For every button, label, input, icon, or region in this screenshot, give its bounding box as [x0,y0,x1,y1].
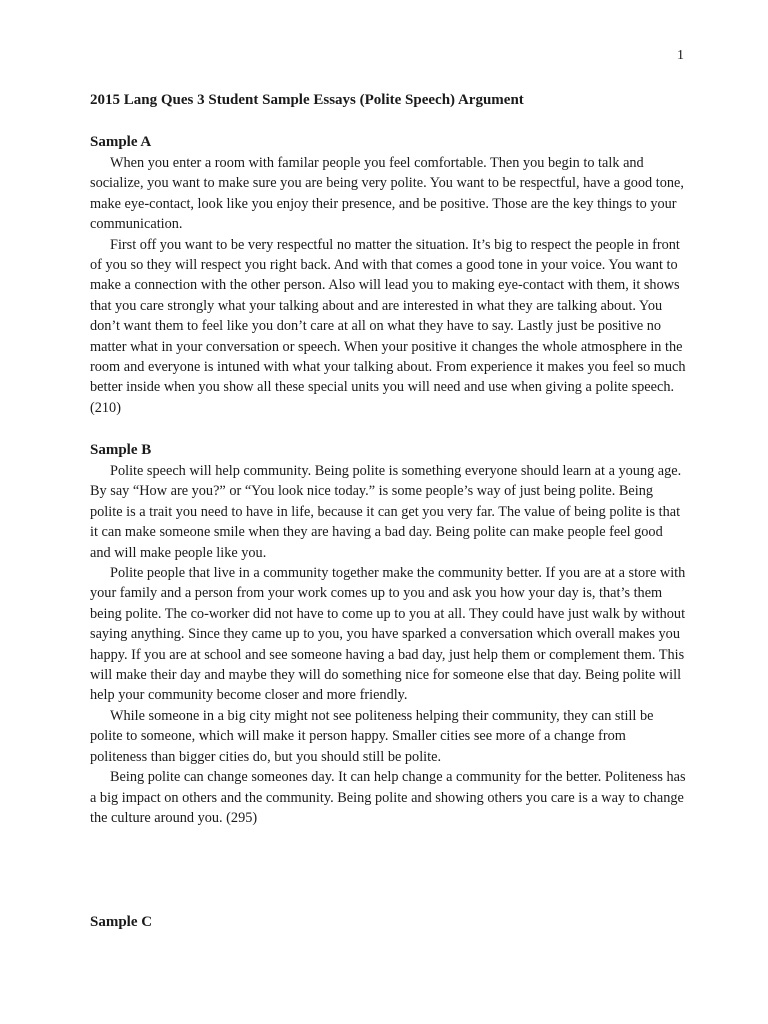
sample-a-essay [90,153,686,418]
sample-c-heading: Sample C [90,914,153,930]
sample-b-essay [90,461,686,828]
essay-paragraph: When you enter a room with familar people you feel comfortable. Then you begin to talk and socialize, you want to make sure you are being very polite. You want to be respectful, have a good tone, make eye-contact, look like you enjoy their presence, and be positive. Those are the key things to your communication. [90,155,684,233]
sample-a-section [90,133,686,418]
document-title: 2015 Lang Ques 3 Student Sample Essays (Polite Speech) Argument [90,92,524,108]
essay-paragraph: While someone in a big city might not see politeness helping their community, they can still be polite to someone, which will make it person happy. Smaller cities see more of a change from politeness than bigger cities do, but you should still be polite. [90,707,654,765]
essay-paragraph: Being polite can change someones day. It can help change a community for the better. Politeness has a big impact on others and the community. Being polite and showing others you care is a way to change the culture around you. (295) [90,769,686,826]
sample-b-heading: Sample B [90,442,152,458]
essay-paragraph: Polite speech will help community. Being polite is something everyone should learn at a young age. By say “How are you?” or “You look nice today.” is some people’s way of just being polite. Being polite is a trait you need to have in life, because it can get you very far. The value of being polite is that it can make someone smile when they are having a bad day. Being polite can make people feel good and will make people like you. [90,463,682,561]
sample-b-section [90,441,686,828]
sample-a-heading: Sample A [90,134,152,150]
essay-paragraph: First off you want to be very respectful no matter the situation. It’s big to respect the people in front of you so they will respect you right back. And with that comes a good tone in your voice. You want to make a connection with the other person. Also will lead you to making eye-contact with them, it shows that you care strongly what your talking about and are interested in what they are talking about. You don’t want them to feel like you don’t care at all on what they have to say. Lastly just be positive no matter what in your conversation or speech. When your positive it changes the whole atmosphere in the room and everyone is intuned with what your talking about. From experience it makes you feel so much better inside when you show all these special units you will need and use when giving a polite speech. (210) [90,236,686,416]
page-number: 1 [677,48,684,63]
sample-c-section [90,913,686,933]
essay-paragraph: Polite people that live in a community together make the community better. If you are at a store with your family and a person from your work comes up to you and ask you how your day is, that’s them being polite. The co-worker did not have to come up to you at all. They could have just walk by without saying anything. Since they came up to you, you have sparked a conversation which overall makes you happy. If you are at school and see someone having a bad day, just help them or complement them. This will make their day and maybe they will do something nice for someone else that day. Being polite will help your community become closer and more friendly. [90,565,686,704]
